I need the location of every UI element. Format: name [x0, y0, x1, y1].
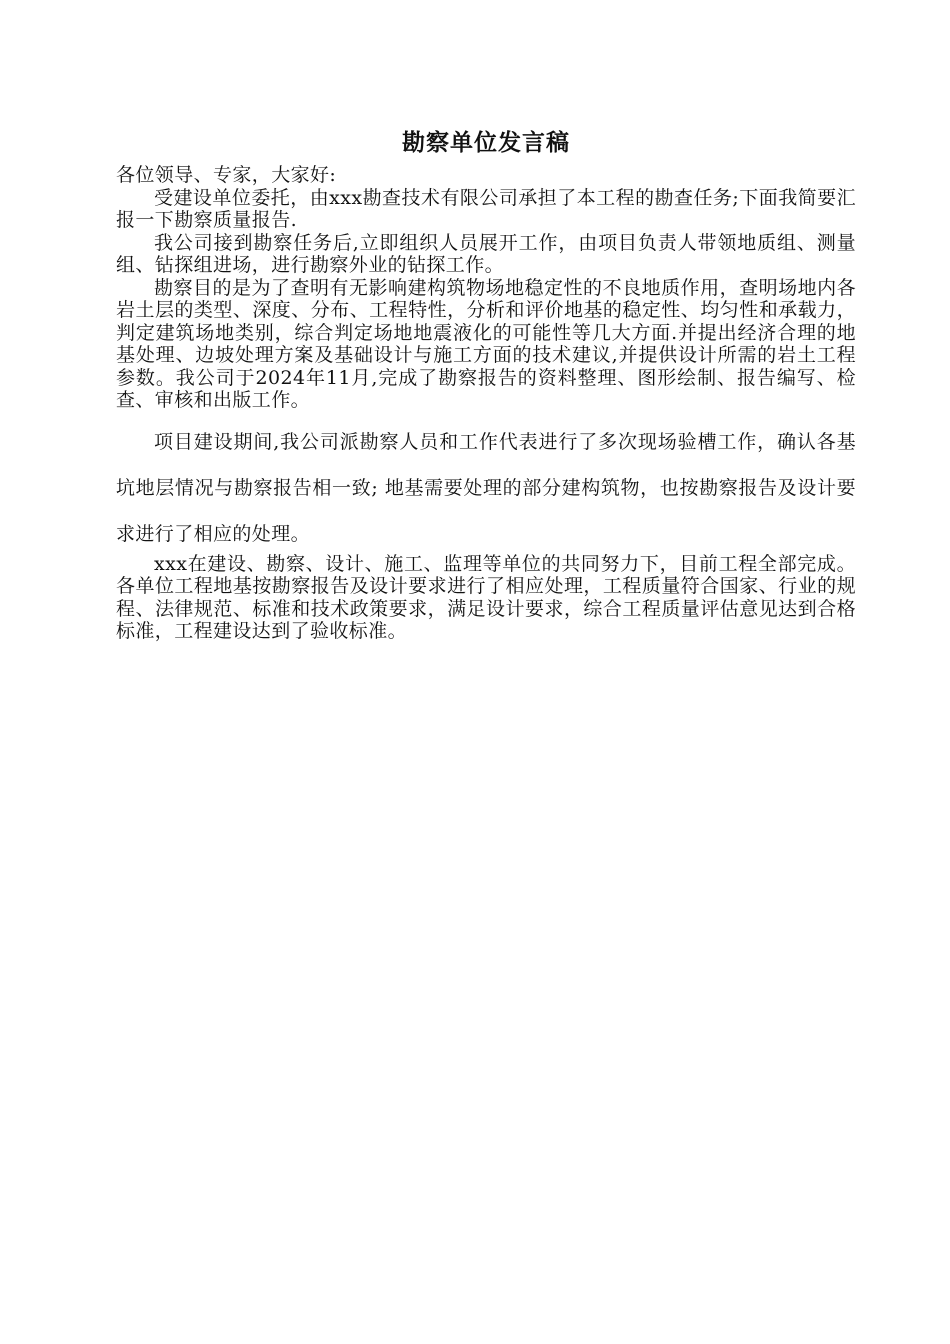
document-body — [116, 126, 856, 643]
paragraph-construction-period: 项目建设期间,我公司派勘察人员和工作代表进行了多次现场验槽工作，确认各基坑地层情况与勘察报告相一致; 地基需要处理的部分建构筑物，也按勘察报告及设计要求进行了相应的处理。 — [116, 430, 856, 545]
document-title: 勘察单位发言稿 — [402, 130, 570, 156]
paragraph-purpose: 勘察目的是为了查明有无影响建构筑物场地稳定性的不良地质作用，查明场地内各岩土层的类型、深度、分布、工程特性，分析和评价地基的稳定性、均匀性和承载力，判定建筑场地类别，综合判定场地地震液化的可能性等几大方面.并提出经济合理的地基处理、边坡处理方案及基础设计与施工方面的技术建议,并提供设计所需的岩土工程参数。我公司于2024年11月,完成了勘察报告的资料整理、图形绘制、报告编写、检查、审核和出版工作。 — [116, 276, 856, 411]
paragraph-conclusion: xxx在建设、勘察、设计、施工、监理等单位的共同努力下，目前工程全部完成。各单位工程地基按勘察报告及设计要求进行了相应处理，工程质量符合国家、行业的规程、法律规范、标准和技术政策要求，满足设计要求，综合工程质量评估意见达到合格标准，工程建设达到了验收标准。 — [116, 552, 856, 642]
paragraph-commission: 受建设单位委托，由xxx勘查技术有限公司承担了本工程的勘查任务;下面我简要汇报一下勘察质量报告. — [116, 186, 856, 231]
paragraph-fieldwork: 我公司接到勘察任务后,立即组织人员展开工作，由项目负责人带领地质组、测量组、钻探组进场，进行勘察外业的钻探工作。 — [116, 231, 856, 276]
greeting: 各位领导、专家，大家好: — [116, 164, 337, 186]
